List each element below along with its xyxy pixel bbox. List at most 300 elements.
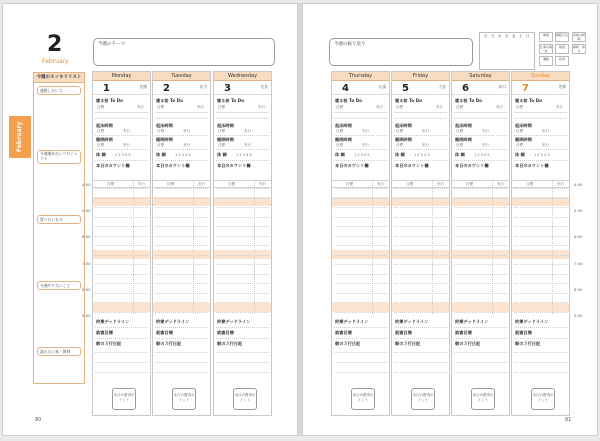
bedtime-goal-line[interactable] <box>394 338 447 339</box>
todo-line[interactable] <box>95 118 148 119</box>
deadline-line[interactable] <box>394 327 447 328</box>
time-label: 5:00 <box>574 208 583 213</box>
condition-line <box>514 160 567 161</box>
done-label: 実行 <box>123 129 130 133</box>
goal-label: 目標 <box>218 143 225 147</box>
half-hour-line <box>394 283 447 284</box>
time-label: 9:00 <box>82 313 91 318</box>
condition-label: 体 調 <box>156 152 166 157</box>
goal-done-divider <box>552 181 553 314</box>
diary-line[interactable] <box>514 352 567 353</box>
goal-label: 目標 <box>157 105 164 109</box>
weekly-clear-list-title: 今週のスッキリリスト <box>34 73 84 83</box>
done-label: 実行 <box>542 129 549 133</box>
goal-label: 目標 <box>157 143 164 147</box>
count-label: 本日のカウント欄 <box>395 163 429 168</box>
rokuyo-label: 先負 <box>260 84 268 89</box>
schedule-grid[interactable] <box>392 180 449 314</box>
weekly-theme-field[interactable] <box>93 38 275 66</box>
half-hour-line <box>216 217 269 218</box>
condition-label: 体 調 <box>395 152 405 157</box>
half-hour-line <box>394 207 447 208</box>
checklist-box[interactable]: 健康 <box>539 32 553 42</box>
done-label: 実行 <box>123 143 130 147</box>
done-label: 実行 <box>422 143 429 147</box>
deadline-label: 終業デッドライン <box>515 319 549 324</box>
bedtime-goal-label: 就寝目標 <box>96 330 113 335</box>
daily-points-box[interactable]: 本日の獲得ポイント <box>411 388 435 410</box>
deadline-label: 終業デッドライン <box>395 319 429 324</box>
half-hour-line <box>155 255 208 256</box>
day-name: Wednesday <box>214 72 271 81</box>
goal-label: 目標 <box>406 182 413 186</box>
rokuyo-label: 先勝 <box>139 84 147 89</box>
weekly-reflection-label: 今週の振り返り <box>334 42 366 47</box>
day-name: Tuesday <box>153 72 210 81</box>
half-hour-line <box>454 283 507 284</box>
half-hour-line <box>454 264 507 265</box>
half-hour-line <box>514 255 567 256</box>
list-item[interactable]: 今週進めたいプロジェクト <box>37 150 81 164</box>
morning-diary-label: 朝の３行日記 <box>515 341 541 346</box>
time-label: 4:00 <box>574 182 583 187</box>
goal-label: 目標 <box>97 129 104 133</box>
schedule-grid-header <box>214 181 271 188</box>
half-hour-line <box>95 283 148 284</box>
time-label: 8:00 <box>574 287 583 292</box>
time-label: 9:00 <box>574 313 583 318</box>
date-number: 5 <box>402 83 409 94</box>
done-label: 実行 <box>183 129 190 133</box>
goal-label: 目標 <box>346 182 353 186</box>
sleep-time-label: 睡眠時間 <box>96 137 113 142</box>
done-label: 実行 <box>258 105 265 109</box>
half-hour-line <box>394 198 447 199</box>
schedule-grid[interactable] <box>153 180 210 314</box>
time-label: 7:00 <box>574 261 583 266</box>
diary-line[interactable] <box>394 362 447 363</box>
daily-points-box[interactable]: 本日の獲得ポイント <box>172 388 196 410</box>
deadline-label: 終業デッドライン <box>96 319 130 324</box>
wake-time-line[interactable] <box>454 135 507 136</box>
diary-line[interactable] <box>514 372 567 373</box>
half-hour-line <box>155 302 208 303</box>
daily-points-box[interactable]: 本日の獲得ポイント <box>471 388 495 410</box>
date-row <box>452 81 509 95</box>
half-hour-line <box>514 188 567 189</box>
half-hour-line <box>454 207 507 208</box>
half-hour-line <box>155 198 208 199</box>
half-hour-line <box>155 188 208 189</box>
deadline-line[interactable] <box>514 327 567 328</box>
todo-line[interactable] <box>155 118 208 119</box>
sleep-time-line[interactable] <box>454 149 507 150</box>
half-hour-line <box>155 217 208 218</box>
sleep-time-line[interactable] <box>334 149 387 150</box>
todo-line[interactable] <box>454 118 507 119</box>
diary-line[interactable] <box>454 352 507 353</box>
half-hour-line <box>334 207 387 208</box>
condition-scale[interactable]: 1 2 3 4 5 <box>534 153 550 157</box>
date-number: 3 <box>224 83 231 94</box>
todo-line[interactable] <box>334 112 387 113</box>
half-hour-line <box>95 264 148 265</box>
morning-diary-label: 朝の３行日記 <box>217 341 243 346</box>
diary-line[interactable] <box>216 372 269 373</box>
diary-line[interactable] <box>334 352 387 353</box>
condition-label: 体 調 <box>515 152 525 157</box>
date-row <box>332 81 389 95</box>
weekly-habit-checklist <box>479 32 595 70</box>
weekly-theme-label: 今週のテーマ <box>98 42 125 47</box>
deadline-label: 終業デッドライン <box>455 319 489 324</box>
day-column <box>331 71 390 416</box>
time-label: 6:00 <box>82 234 91 239</box>
checklist-day: 木 <box>505 34 509 38</box>
half-hour-line <box>95 207 148 208</box>
todo-label: 寝る前 To Do <box>455 98 483 103</box>
morning-diary-label: 朝の３行日記 <box>335 341 361 346</box>
half-hour-line <box>216 283 269 284</box>
checklist-box[interactable]: 家族の時間 <box>573 33 586 41</box>
todo-line[interactable] <box>454 112 507 113</box>
goal-label: 目標 <box>396 143 403 147</box>
daily-points-box[interactable]: 本日の獲得ポイント <box>351 388 375 410</box>
half-hour-line <box>454 217 507 218</box>
todo-line[interactable] <box>514 118 567 119</box>
done-label: 実行 <box>377 182 384 186</box>
diary-line[interactable] <box>95 372 148 373</box>
diary-line[interactable] <box>155 362 208 363</box>
todo-line[interactable] <box>334 118 387 119</box>
done-label: 実行 <box>376 105 383 109</box>
diary-line[interactable] <box>334 362 387 363</box>
goal-done-divider <box>254 181 255 314</box>
schedule-grid-header <box>512 181 569 188</box>
done-label: 実行 <box>482 129 489 133</box>
morning-diary-label: 朝の３行日記 <box>96 341 122 346</box>
half-hour-line <box>454 236 507 237</box>
left-page <box>2 3 298 436</box>
daily-points-box[interactable]: 本日の獲得ポイント <box>112 388 136 410</box>
half-hour-line <box>334 302 387 303</box>
month-name: February <box>42 58 69 65</box>
day-name: Sunday <box>512 72 569 81</box>
checklist-box[interactable]: 睡眠不足 <box>555 32 569 42</box>
day-column <box>92 71 151 416</box>
checklist-box[interactable]: 仕事の進捗 <box>540 45 553 53</box>
wake-time-label: 起床時間 <box>515 123 532 128</box>
time-label: 7:00 <box>82 261 91 266</box>
half-hour-line <box>334 283 387 284</box>
diary-line[interactable] <box>454 372 507 373</box>
half-hour-line <box>216 255 269 256</box>
time-label: 5:00 <box>82 208 91 213</box>
list-item[interactable]: 読みたい本・資料 <box>37 347 81 356</box>
count-label: 本日のカウント欄 <box>96 163 130 168</box>
condition-label: 体 調 <box>217 152 227 157</box>
todo-line[interactable] <box>216 118 269 119</box>
bedtime-goal-line[interactable] <box>334 338 387 339</box>
goal-done-divider <box>133 181 134 314</box>
half-hour-line <box>155 264 208 265</box>
day-column <box>213 71 272 416</box>
todo-label: 寝る前 To Do <box>156 98 184 103</box>
half-hour-line <box>155 236 208 237</box>
sleep-time-label: 睡眠時間 <box>455 137 472 142</box>
goal-label: 目標 <box>107 182 114 186</box>
sleep-time-label: 睡眠時間 <box>395 137 412 142</box>
diary-line[interactable] <box>454 362 507 363</box>
bedtime-goal-label: 就寝目標 <box>156 330 173 335</box>
half-hour-line <box>394 255 447 256</box>
deadline-line[interactable] <box>334 327 387 328</box>
day-column <box>152 71 211 416</box>
half-hour-line <box>95 236 148 237</box>
condition-scale[interactable]: 1 2 3 4 5 <box>474 153 490 157</box>
sleep-time-line[interactable] <box>95 149 148 150</box>
half-hour-line <box>454 302 507 303</box>
goal-label: 目標 <box>456 143 463 147</box>
diary-line[interactable] <box>394 372 447 373</box>
bedtime-goal-line[interactable] <box>95 338 148 339</box>
half-hour-line <box>454 198 507 199</box>
half-hour-line <box>394 302 447 303</box>
condition-scale[interactable]: 1 2 3 4 5 <box>115 153 131 157</box>
goal-label: 目標 <box>97 143 104 147</box>
day-name: Monday <box>93 72 150 81</box>
goal-label: 目標 <box>336 129 343 133</box>
sleep-time-line[interactable] <box>394 149 447 150</box>
schedule-grid[interactable] <box>93 180 150 314</box>
goal-label: 目標 <box>456 129 463 133</box>
todo-line[interactable] <box>514 112 567 113</box>
todo-label: 寝る前 To Do <box>217 98 245 103</box>
diary-line[interactable] <box>394 352 447 353</box>
schedule-grid-header <box>452 181 509 188</box>
goal-label: 目標 <box>466 182 473 186</box>
condition-line <box>454 160 507 161</box>
schedule-grid[interactable] <box>332 180 389 314</box>
schedule-grid[interactable] <box>452 180 509 314</box>
page-number: 81 <box>565 417 572 423</box>
sleep-time-label: 睡眠時間 <box>156 137 173 142</box>
wake-time-line[interactable] <box>334 135 387 136</box>
goal-label: 目標 <box>396 105 403 109</box>
bedtime-goal-line[interactable] <box>155 338 208 339</box>
daily-points-box[interactable]: 本日の獲得ポイント <box>531 388 555 410</box>
morning-diary-label: 朝の３行日記 <box>455 341 481 346</box>
goal-label: 目標 <box>336 143 343 147</box>
time-label: 4:00 <box>82 182 91 187</box>
done-label: 実行 <box>436 105 443 109</box>
list-item[interactable]: 買いたいもの <box>37 215 81 224</box>
half-hour-line <box>454 293 507 294</box>
done-label: 実行 <box>437 182 444 186</box>
done-label: 実行 <box>556 105 563 109</box>
half-hour-line <box>95 217 148 218</box>
condition-scale[interactable]: 1 2 3 4 5 <box>175 153 191 157</box>
half-hour-line <box>514 312 567 313</box>
todo-line[interactable] <box>394 118 447 119</box>
diary-line[interactable] <box>514 362 567 363</box>
habit-grid[interactable] <box>479 32 535 70</box>
count-label: 本日のカウント欄 <box>217 163 251 168</box>
todo-line[interactable] <box>394 112 447 113</box>
schedule-grid-header <box>153 181 210 188</box>
wake-time-line[interactable] <box>394 135 447 136</box>
todo-line[interactable] <box>95 112 148 113</box>
count-label: 本日のカウント欄 <box>515 163 549 168</box>
diary-line[interactable] <box>95 352 148 353</box>
checklist-day: 水 <box>498 34 502 38</box>
rokuyo-label: 友引 <box>199 84 207 89</box>
wake-time-line[interactable] <box>95 135 148 136</box>
deadline-line[interactable] <box>216 327 269 328</box>
half-hour-line <box>216 274 269 275</box>
half-hour-line <box>334 217 387 218</box>
date-row <box>153 81 210 95</box>
list-item[interactable]: 今週やりたいこと <box>37 281 81 290</box>
half-hour-line <box>454 226 507 227</box>
half-hour-line <box>514 264 567 265</box>
rokuyo-label: 赤口 <box>498 84 506 89</box>
half-hour-line <box>95 198 148 199</box>
checklist-box[interactable]: 趣味・休日 <box>573 45 586 53</box>
half-hour-line <box>514 217 567 218</box>
diary-line[interactable] <box>334 372 387 373</box>
wake-time-line[interactable] <box>216 135 269 136</box>
condition-scale[interactable]: 1 2 3 4 5 <box>354 153 370 157</box>
condition-scale[interactable]: 1 2 3 4 5 <box>414 153 430 157</box>
schedule-grid[interactable] <box>214 180 271 314</box>
checklist-box[interactable]: 運動 <box>539 56 553 66</box>
wake-time-label: 起床時間 <box>96 123 113 128</box>
half-hour-line <box>514 283 567 284</box>
bedtime-goal-line[interactable] <box>216 338 269 339</box>
wake-time-label: 起床時間 <box>455 123 472 128</box>
wake-time-label: 起床時間 <box>217 123 234 128</box>
half-hour-line <box>216 302 269 303</box>
diary-line[interactable] <box>155 352 208 353</box>
sleep-time-line[interactable] <box>216 149 269 150</box>
goal-label: 目標 <box>516 105 523 109</box>
goal-label: 目標 <box>97 105 104 109</box>
done-label: 実行 <box>557 182 564 186</box>
condition-label: 体 調 <box>96 152 106 157</box>
sleep-time-line[interactable] <box>514 149 567 150</box>
date-number: 2 <box>163 83 170 94</box>
half-hour-line <box>95 188 148 189</box>
deadline-line[interactable] <box>155 327 208 328</box>
list-item[interactable]: 連絡したい人 <box>37 86 81 95</box>
weekly-reflection-field[interactable] <box>329 38 473 66</box>
morning-diary-label: 朝の３行日記 <box>156 341 182 346</box>
todo-line[interactable] <box>155 112 208 113</box>
half-hour-line <box>155 312 208 313</box>
date-row <box>392 81 449 95</box>
bedtime-goal-label: 就寝目標 <box>455 330 472 335</box>
rokuyo-label: 仏滅 <box>378 84 386 89</box>
schedule-grid[interactable] <box>512 180 569 314</box>
done-label: 実行 <box>542 143 549 147</box>
half-hour-line <box>216 226 269 227</box>
half-hour-line <box>155 274 208 275</box>
date-number: 7 <box>522 83 529 94</box>
bedtime-goal-label: 就寝目標 <box>217 330 234 335</box>
date-row <box>93 81 150 95</box>
checklist-box[interactable]: 勉強 <box>555 44 569 54</box>
day-column <box>451 71 510 416</box>
checklist-box[interactable]: 読書 <box>555 56 569 66</box>
diary-line[interactable] <box>216 352 269 353</box>
todo-label: 寝る前 To Do <box>335 98 363 103</box>
month-number: 2 <box>47 32 63 57</box>
done-label: 実行 <box>138 182 145 186</box>
diary-line[interactable] <box>95 362 148 363</box>
goal-done-divider <box>492 181 493 314</box>
done-label: 実行 <box>496 105 503 109</box>
half-hour-line <box>394 236 447 237</box>
page-number: 80 <box>35 417 42 423</box>
condition-line <box>216 160 269 161</box>
condition-scale[interactable]: 1 2 3 4 5 <box>236 153 252 157</box>
done-label: 実行 <box>183 143 190 147</box>
deadline-line[interactable] <box>95 327 148 328</box>
rokuyo-label: 大安 <box>438 84 446 89</box>
goal-done-divider <box>193 181 194 314</box>
bedtime-goal-line[interactable] <box>514 338 567 339</box>
checklist-day: 金 <box>512 34 516 38</box>
checklist-day: 月 <box>484 34 488 38</box>
month-side-tab[interactable] <box>9 116 31 158</box>
wake-time-line[interactable] <box>155 135 208 136</box>
day-name: Saturday <box>452 72 509 81</box>
sleep-time-line[interactable] <box>155 149 208 150</box>
half-hour-line <box>95 255 148 256</box>
half-hour-line <box>334 264 387 265</box>
day-name: Thursday <box>332 72 389 81</box>
time-label: 6:00 <box>574 234 583 239</box>
done-label: 実行 <box>198 182 205 186</box>
daily-points-box[interactable]: 本日の獲得ポイント <box>233 388 257 410</box>
condition-line <box>334 160 387 161</box>
half-hour-line <box>334 255 387 256</box>
bedtime-goal-line[interactable] <box>454 338 507 339</box>
half-hour-line <box>514 207 567 208</box>
sleep-time-label: 睡眠時間 <box>217 137 234 142</box>
count-label: 本日のカウント欄 <box>156 163 190 168</box>
wake-time-label: 起床時間 <box>395 123 412 128</box>
rokuyo-label: 先勝 <box>558 84 566 89</box>
todo-line[interactable] <box>216 112 269 113</box>
day-name: Friday <box>392 72 449 81</box>
done-label: 実行 <box>497 182 504 186</box>
half-hour-line <box>95 312 148 313</box>
condition-line <box>95 160 148 161</box>
half-hour-line <box>334 226 387 227</box>
diary-line[interactable] <box>155 372 208 373</box>
condition-label: 体 調 <box>455 152 465 157</box>
bedtime-goal-label: 就寝目標 <box>335 330 352 335</box>
diary-line[interactable] <box>216 362 269 363</box>
deadline-line[interactable] <box>454 327 507 328</box>
half-hour-line <box>334 198 387 199</box>
half-hour-line <box>216 245 269 246</box>
wake-time-line[interactable] <box>514 135 567 136</box>
day-column <box>511 71 570 416</box>
date-row <box>214 81 271 95</box>
